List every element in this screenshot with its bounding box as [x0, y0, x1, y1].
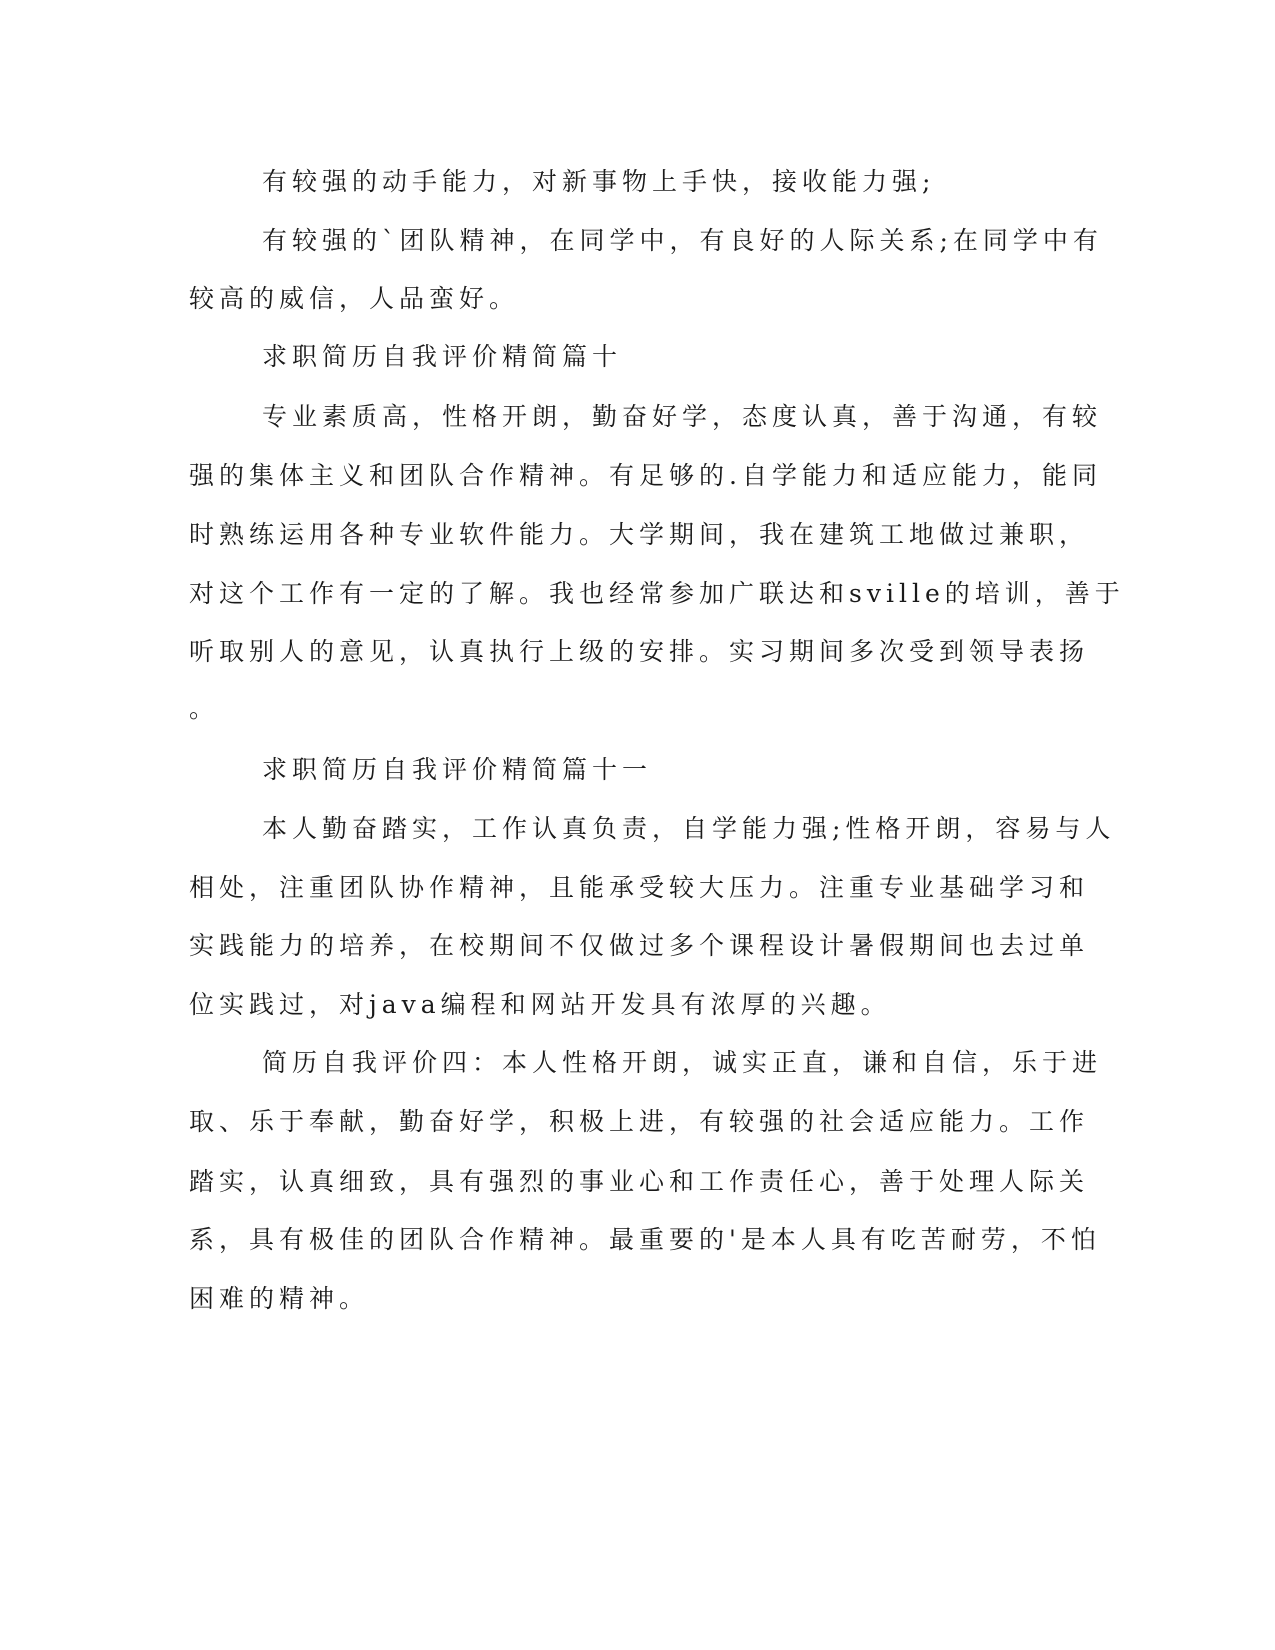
text-line: 踏实，认真细致，具有强烈的事业心和工作责任心，善于处理人际关 — [189, 1167, 1090, 1196]
text-line: 困难的精神。 — [189, 1284, 370, 1313]
section-heading: 求职简历自我评价精简篇十 — [262, 342, 623, 371]
text-line: 相处，注重团队协作精神，且能承受较大压力。注重专业基础学习和 — [189, 873, 1090, 902]
text-line: 专业素质高，性格开朗，勤奋好学，态度认真，善于沟通，有较 — [262, 402, 1103, 431]
text-line: 强的集体主义和团队合作精神。有足够的.自学能力和适应能力，能同 — [189, 461, 1102, 490]
text-line: 较高的威信，人品蛮好。 — [189, 284, 520, 313]
section-heading: 求职简历自我评价精简篇十一 — [262, 755, 653, 784]
text-line: 听取别人的意见，认真执行上级的安排。实习期间多次受到领导表扬 — [189, 637, 1090, 666]
text-line: 时熟练运用各种专业软件能力。大学期间，我在建筑工地做过兼职， — [189, 520, 1090, 549]
text-line: 系，具有极佳的团队合作精神。最重要的'是本人具有吃苦耐劳，不怕 — [189, 1225, 1101, 1254]
text-line: 对这个工作有一定的了解。我也经常参加广联达和sville的培训，善于 — [189, 579, 1125, 608]
text-line: 有较强的动手能力，对新事物上手快，接收能力强; — [262, 167, 936, 196]
text-line: 。 — [189, 694, 220, 723]
text-line: 实践能力的培养，在校期间不仅做过多个课程设计暑假期间也去过单 — [189, 931, 1090, 960]
text-line: 本人勤奋踏实，工作认真负责，自学能力强;性格开朗，容易与人 — [262, 814, 1116, 843]
text-line: 位实践过，对java编程和网站开发具有浓厚的兴趣。 — [189, 990, 891, 1019]
text-line: 取、乐于奉献，勤奋好学，积极上进，有较强的社会适应能力。工作 — [189, 1107, 1090, 1136]
text-line: 简历自我评价四：本人性格开朗，诚实正直，谦和自信，乐于进 — [262, 1048, 1103, 1077]
text-line: 有较强的`团队精神，在同学中，有良好的人际关系;在同学中有 — [262, 226, 1103, 255]
